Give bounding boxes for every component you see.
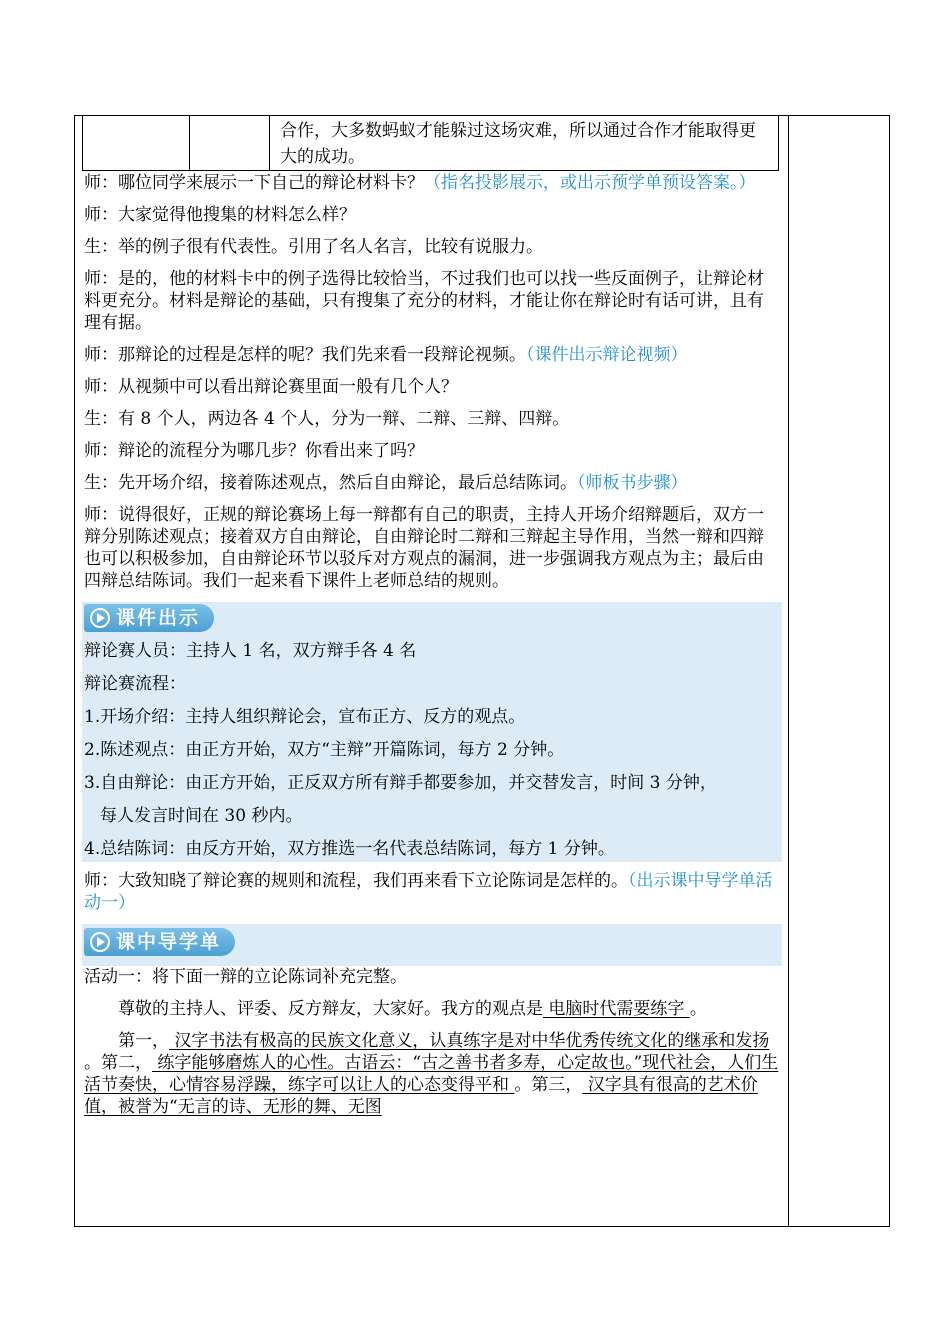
second-point-blank: 练字能够磨炼人的心性。古语云：“古之善书者多寿，心定故也。”现代社会，人们生活节奏快，心情容易浮躁，练字可以让人的心态变得平和 bbox=[84, 1053, 779, 1095]
courseware-line: 辩论赛流程： bbox=[84, 674, 186, 694]
courseware-line: 3.自由辩论：由正方开始，正反双方所有辩手都要参加，并交替发言，时间 3 分钟， bbox=[84, 773, 717, 793]
first-point-blank: 汉字书法有极高的民族文化意义，认真练字是对中华优秀传统文化的继承和发扬 bbox=[169, 1031, 770, 1051]
paragraph-7: 师：辩论的流程分为哪几步？你看出来了吗？ bbox=[84, 441, 424, 461]
paragraph-8: 生：先开场介绍，接着陈述观点，然后自由辩论，最后总结陈词。（师板书步骤） bbox=[84, 473, 688, 493]
paragraph-5: 师：从视频中可以看出辩论赛里面一般有几个人？ bbox=[84, 377, 458, 397]
courseware-badge: 课件出示 bbox=[84, 604, 214, 632]
courseware-line: 2.陈述观点：由正方开始，双方“主辩”开篇陈词，每方 2 分钟。 bbox=[84, 740, 565, 760]
courseware-section bbox=[82, 602, 782, 862]
paragraph-9: 师：说得很好，正规的辩论赛场上每一辩都有自己的职责，主持人开场介绍辩题后，双方一辩分别陈述观点；接着双方自由辩论，自由辩论时二辩和三辩起主导作用，当然一辩和四辩也可以积极参加，自由辩论环节以驳斥对方观点的漏洞，进一步强调我方观点为主；最后由四辩总结陈词。我们一起来看下课件上老师总结的规则。 bbox=[84, 505, 764, 591]
material-table bbox=[82, 115, 779, 171]
paragraph-3: 师：是的，他的材料卡中的例子选得比较恰当，不过我们也可以找一些反面例子，让辩论材料更充分。材料是辩论的基础，只有搜集了充分的材料，才能让你在辩论时有话可讲，且有理有据。 bbox=[84, 269, 764, 333]
activity-instruction: 活动一：将下面一辩的立论陈词补充完整。 bbox=[84, 967, 407, 987]
speech-opening: 尊敬的主持人、评委、反方辩友，大家好。我方的观点是 电脑时代需要练字 。 bbox=[118, 999, 707, 1019]
courseware-line: 1.开场介绍：主持人组织辩论会，宣布正方、反方的观点。 bbox=[84, 707, 526, 727]
notes-column bbox=[788, 115, 890, 1227]
table-row bbox=[83, 116, 779, 171]
paragraph-after-courseware: 师：大致知晓了辩论赛的规则和流程，我们再来看下立论陈词是怎样的。（出示课中导学单活动一） bbox=[84, 871, 773, 913]
paragraph-2: 生：举的例子很有代表性。引用了名人名言，比较有说服力。 bbox=[84, 237, 543, 257]
courseware-line: 4.总结陈词：由反方开始，双方推选一名代表总结陈词，每方 1 分钟。 bbox=[84, 839, 615, 859]
speech-view-blank: 电脑时代需要练字 bbox=[543, 999, 690, 1019]
table-cell-empty-1 bbox=[83, 116, 190, 171]
paragraph-4: 师：那辩论的过程是怎样的呢？我们先来看一段辩论视频。（课件出示辩论视频） bbox=[84, 345, 688, 365]
lesson-content bbox=[84, 172, 780, 1128]
table-cell-empty-2 bbox=[190, 116, 270, 171]
table-cell-text: 合作，大多数蚂蚁才能躲过这场灾难，所以通过合作才能取得更大的成功。 bbox=[270, 116, 779, 171]
paragraph-1: 师：大家觉得他搜集的材料怎么样？ bbox=[84, 205, 356, 225]
play-icon bbox=[90, 608, 110, 628]
paragraph-6: 生：有 8 个人，两边各 4 个人，分为一辩、二辩、三辩、四辩。 bbox=[84, 409, 570, 429]
speech-body: 第一， 汉字书法有极高的民族文化意义，认真练字是对中华优秀传统文化的继承和发扬 。第二， 练字能够磨炼人的心性。古语云：“古之善书者多寿，心定故也。”现代社会，人们生活节奏快，心情容易浮躁，练字可以让人的心态变得平和 。第三， 汉字具有很高的艺术价值，被誉为“无言的诗、无形的舞、无图 bbox=[84, 1031, 779, 1117]
courseware-line: 每人发言时间在 30 秒内。 bbox=[100, 806, 303, 826]
courseware-line: 辩论赛人员：主持人 1 名，双方辩手各 4 名 bbox=[84, 641, 417, 661]
guide-section bbox=[82, 924, 782, 966]
guide-badge: 课中导学单 bbox=[84, 928, 235, 956]
play-icon bbox=[90, 932, 110, 952]
paragraph-0: 师：哪位同学来展示一下自己的辩论材料卡？（指名投影展示，或出示预学单预设答案。） bbox=[84, 173, 756, 193]
third-point-blank: 汉字具有很高的艺术价值，被誉为“无言的诗、无形的舞、无图 bbox=[84, 1075, 758, 1117]
